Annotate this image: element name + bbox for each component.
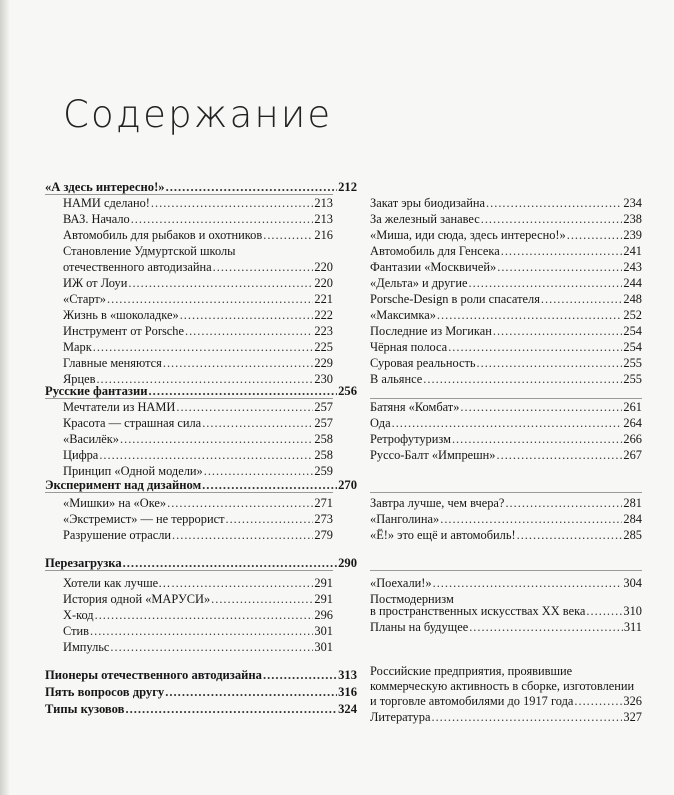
toc-label: «Старт» xyxy=(63,292,107,306)
toc-page: 261 xyxy=(623,400,642,414)
toc-page: 304 xyxy=(623,576,642,590)
toc-item[interactable] xyxy=(63,323,333,339)
toc-label: Ярцев xyxy=(63,372,96,386)
toc-label: История одной «МАРУСИ» xyxy=(63,592,211,606)
toc-page: 258 xyxy=(314,432,333,446)
toc-item[interactable] xyxy=(63,355,333,371)
toc-label: в пространственных искусствах XX века xyxy=(370,604,586,618)
toc-page: 241 xyxy=(623,244,642,258)
toc-page: 296 xyxy=(314,608,333,622)
toc-page: 213 xyxy=(314,212,333,226)
toc-page: 290 xyxy=(338,556,357,570)
toc-page: 259 xyxy=(314,464,333,478)
dot-leader xyxy=(95,607,314,623)
dot-leader xyxy=(151,195,314,211)
toc-label: Русские фантазии xyxy=(45,384,148,398)
toc-section-6[interactable] xyxy=(45,684,357,700)
toc-page: 316 xyxy=(338,685,357,699)
dot-leader xyxy=(440,511,622,527)
toc-label: Чёрная полоса xyxy=(370,340,448,354)
toc-item[interactable] xyxy=(370,415,642,431)
dot-leader xyxy=(392,415,623,431)
toc-section-5[interactable] xyxy=(45,667,357,683)
toc-item[interactable] xyxy=(370,511,642,527)
toc-label: «Поехали!» xyxy=(370,576,432,590)
toc-page: 285 xyxy=(623,528,642,542)
toc-item[interactable] xyxy=(63,607,333,623)
toc-item-literature[interactable] xyxy=(370,709,642,725)
toc-page: 252 xyxy=(623,308,642,322)
toc-label: Цифра xyxy=(63,448,99,462)
dot-leader xyxy=(202,415,313,431)
dot-leader xyxy=(225,511,313,527)
toc-page: 248 xyxy=(623,292,642,306)
toc-page: 311 xyxy=(623,620,642,634)
toc-item[interactable] xyxy=(370,291,642,307)
dot-leader xyxy=(481,211,623,227)
toc-label: Ода xyxy=(370,416,391,430)
dot-leader xyxy=(149,383,338,399)
dot-leader xyxy=(486,195,622,211)
toc-label: отечественного автодизайна xyxy=(63,260,212,274)
toc-section-1[interactable] xyxy=(45,179,357,195)
toc-label: Руссо-Балт «Импрешн» xyxy=(370,448,496,462)
dot-leader xyxy=(125,701,337,717)
toc-label: Стив xyxy=(63,624,89,638)
toc-page: 212 xyxy=(338,180,357,194)
toc-section-7[interactable] xyxy=(45,701,357,717)
toc-page: 222 xyxy=(314,308,333,322)
dot-leader xyxy=(99,447,313,463)
toc-label: Автомобиль для рыбаков и охотников xyxy=(63,228,263,242)
toc-label: Мечтатели из НАМИ xyxy=(63,400,176,414)
toc-page: 223 xyxy=(314,324,333,338)
toc-page: 213 xyxy=(314,196,333,210)
toc-item[interactable] xyxy=(370,603,642,619)
toc-label: Porsche-Design в роли спасателя xyxy=(370,292,540,306)
toc-item[interactable] xyxy=(370,447,642,463)
dot-leader xyxy=(110,639,313,655)
toc-section-4[interactable] xyxy=(45,555,357,571)
toc-item[interactable] xyxy=(370,259,642,275)
toc-label: Последние из Могикан xyxy=(370,324,492,338)
dot-leader xyxy=(172,527,313,543)
section-rule xyxy=(370,492,642,493)
dot-leader xyxy=(180,307,314,323)
toc-label: Жизнь в «шоколадке» xyxy=(63,308,179,322)
toc-page: 281 xyxy=(623,496,642,510)
toc-label: Пионеры отечественного автодизайна xyxy=(45,668,262,682)
toc-page: 271 xyxy=(314,496,333,510)
dot-leader xyxy=(163,355,314,371)
toc-page: 257 xyxy=(314,400,333,414)
toc-page: 221 xyxy=(314,292,333,306)
toc-item[interactable] xyxy=(63,591,333,607)
toc-label: «А здесь интересно!» xyxy=(45,180,165,194)
toc-label: Батяня «Комбат» xyxy=(370,400,460,414)
toc-item[interactable] xyxy=(370,431,642,447)
dot-leader xyxy=(574,693,622,709)
toc-page: 264 xyxy=(623,416,642,430)
toc-item[interactable] xyxy=(370,527,642,543)
dot-leader xyxy=(437,307,622,323)
toc-page: 266 xyxy=(623,432,642,446)
toc-item[interactable] xyxy=(370,399,642,415)
dot-leader xyxy=(165,684,337,700)
toc-label: ВАЗ. Начало xyxy=(63,212,130,226)
dot-leader xyxy=(433,575,623,591)
toc-label: Суровая реальность xyxy=(370,356,476,370)
page-shadow xyxy=(0,0,10,795)
toc-item[interactable] xyxy=(63,623,333,639)
toc-item[interactable] xyxy=(63,307,333,323)
toc-label: Марк xyxy=(63,340,92,354)
toc-item[interactable] xyxy=(370,195,642,211)
dot-leader xyxy=(128,275,313,291)
toc-section-2[interactable] xyxy=(45,383,357,399)
toc-page: 238 xyxy=(623,212,642,226)
dot-leader xyxy=(172,575,314,591)
dot-leader xyxy=(469,619,623,635)
toc-label: «Ё!» это ещё и автомобиль! xyxy=(370,528,516,542)
toc-page: 256 xyxy=(338,384,357,398)
toc-page: 229 xyxy=(314,356,333,370)
toc-label: Планы на будущее xyxy=(370,620,469,634)
toc-item[interactable] xyxy=(370,619,642,635)
toc-label: «Мишки» на «Оке» xyxy=(63,496,167,510)
dot-leader xyxy=(263,227,313,243)
toc-page: 291 xyxy=(314,576,333,590)
toc-page: 243 xyxy=(623,260,642,274)
dot-leader xyxy=(107,291,313,307)
toc-page: 273 xyxy=(314,512,333,526)
toc-page: 239 xyxy=(623,228,642,242)
page-title: Содержание xyxy=(63,93,333,136)
toc-item[interactable] xyxy=(63,511,333,527)
toc-label: Хотели как лучше… xyxy=(63,576,171,590)
toc-page: 255 xyxy=(623,356,642,370)
toc-section-3[interactable] xyxy=(45,477,357,493)
dot-leader xyxy=(213,259,314,275)
toc-label: Главные меняются xyxy=(63,356,162,370)
toc-item[interactable] xyxy=(370,243,642,259)
toc-item[interactable] xyxy=(63,195,333,211)
toc-page: 279 xyxy=(314,528,333,542)
toc-page: 255 xyxy=(623,372,642,386)
toc-label: Х-код xyxy=(63,608,94,622)
toc-item[interactable] xyxy=(370,339,642,355)
toc-page: 216 xyxy=(314,228,333,242)
toc-item[interactable] xyxy=(63,639,333,655)
toc-label: Завтра лучше, чем вчера? xyxy=(370,496,505,510)
toc-page: 254 xyxy=(623,324,642,338)
toc-page: 220 xyxy=(314,260,333,274)
toc-page: 257 xyxy=(314,416,333,430)
toc-label: «Максимка» xyxy=(370,308,436,322)
toc-label: В альянсе xyxy=(370,372,423,386)
toc-label: Эксперимент над дизайном xyxy=(45,478,202,492)
dot-leader xyxy=(176,399,313,415)
toc-item[interactable] xyxy=(63,495,333,511)
toc-item[interactable] xyxy=(63,399,333,415)
dot-leader xyxy=(431,709,622,725)
toc-item[interactable] xyxy=(370,371,642,387)
dot-leader xyxy=(448,339,622,355)
dot-leader xyxy=(202,477,337,493)
dot-leader xyxy=(567,227,623,243)
toc-page: 313 xyxy=(338,668,357,682)
toc-label: «Экстремист» — не террорист xyxy=(63,512,225,526)
toc-page: 254 xyxy=(623,340,642,354)
toc-item-appendix[interactable] xyxy=(370,693,642,709)
toc-item[interactable] xyxy=(370,355,642,371)
dot-leader xyxy=(497,447,623,463)
toc-label: Инструмент от Porsche xyxy=(63,324,184,338)
dot-leader xyxy=(423,371,622,387)
toc-label: «Панголина» xyxy=(370,512,440,526)
toc-page: 327 xyxy=(623,710,642,724)
toc-label: Перезагрузка xyxy=(45,556,122,570)
dot-leader xyxy=(497,259,622,275)
section-rule xyxy=(45,492,333,493)
toc-item-label-line1: Становление Удмуртской школы xyxy=(63,244,236,258)
toc-item[interactable] xyxy=(63,259,333,275)
toc-item[interactable] xyxy=(370,575,642,591)
dot-leader xyxy=(120,431,313,447)
toc-page: 284 xyxy=(623,512,642,526)
toc-item[interactable] xyxy=(370,323,642,339)
dot-leader xyxy=(90,623,313,639)
toc-item[interactable] xyxy=(63,275,333,291)
dot-leader xyxy=(166,179,338,195)
dot-leader xyxy=(211,591,313,607)
dot-leader xyxy=(586,603,622,619)
toc-label: «Дельта» и другие xyxy=(370,276,468,290)
toc-label: «Миша, иди сюда, здесь интересно!» xyxy=(370,228,566,242)
dot-leader xyxy=(493,323,623,339)
dot-leader xyxy=(452,431,622,447)
toc-item[interactable] xyxy=(370,495,642,511)
toc-item[interactable] xyxy=(63,227,333,243)
dot-leader xyxy=(93,339,314,355)
toc-page: 225 xyxy=(314,340,333,354)
toc-page: 326 xyxy=(623,694,642,708)
toc-label: Принцип «Одной модели» xyxy=(63,464,203,478)
toc-page: 301 xyxy=(314,640,333,654)
toc-label: Закат эры биодизайна xyxy=(370,196,486,210)
dot-leader xyxy=(185,323,313,339)
toc-item[interactable] xyxy=(63,447,333,463)
toc-item[interactable] xyxy=(63,291,333,307)
dot-leader xyxy=(167,495,313,511)
toc-label: Типы кузовов xyxy=(45,702,125,716)
toc-label: Литература xyxy=(370,710,431,724)
toc-item[interactable] xyxy=(63,431,333,447)
toc-label: «Василёк» xyxy=(63,432,119,446)
toc-label: Импульс xyxy=(63,640,110,654)
dot-leader xyxy=(460,399,622,415)
toc-label: Разрушение отрасли xyxy=(63,528,172,542)
toc-page: 270 xyxy=(338,478,357,492)
toc-item[interactable] xyxy=(370,275,642,291)
toc-label: Ретрофутуризм xyxy=(370,432,451,446)
dot-leader xyxy=(505,495,622,511)
toc-item[interactable] xyxy=(63,527,333,543)
toc-label: Пять вопросов другу xyxy=(45,685,165,699)
dot-leader xyxy=(131,211,314,227)
dot-leader xyxy=(477,355,623,371)
toc-item[interactable] xyxy=(370,211,642,227)
toc-item[interactable] xyxy=(370,307,642,323)
toc-item[interactable] xyxy=(63,415,333,431)
toc-label: Фантазии «Москвичей» xyxy=(370,260,497,274)
toc-page: 267 xyxy=(623,448,642,462)
toc-page: 220 xyxy=(314,276,333,290)
dot-leader xyxy=(541,291,623,307)
toc-page: 230 xyxy=(314,372,333,386)
section-rule xyxy=(45,570,333,571)
toc-page: 310 xyxy=(623,604,642,618)
toc-page: 258 xyxy=(314,448,333,462)
toc-page: 244 xyxy=(623,276,642,290)
dot-leader xyxy=(501,243,623,259)
toc-item-label-line1: Постмодернизм xyxy=(370,592,454,606)
toc-item[interactable] xyxy=(63,211,333,227)
dot-leader xyxy=(123,555,337,571)
toc-label: Красота — страшная сила xyxy=(63,416,202,430)
toc-item[interactable] xyxy=(370,227,642,243)
toc-item[interactable] xyxy=(63,575,333,591)
toc-label: За железный занавес xyxy=(370,212,480,226)
appendix-line-2: коммерческую активность в сборке, изготовлении xyxy=(370,679,635,693)
toc-page: 291 xyxy=(314,592,333,606)
dot-leader xyxy=(263,667,337,683)
toc-page: 324 xyxy=(338,702,357,716)
dot-leader xyxy=(469,275,623,291)
toc-page: 234 xyxy=(623,196,642,210)
appendix-line-1: Российские предприятия, проявившие xyxy=(370,664,573,678)
toc-label: и торговле автомобилями до 1917 года xyxy=(370,694,574,708)
dot-leader xyxy=(517,527,623,543)
toc-label: Автомобиль для Генсека xyxy=(370,244,500,258)
toc-label: ИЖ от Лоуи xyxy=(63,276,128,290)
toc-label: НАМИ сделано! xyxy=(63,196,150,210)
toc-item[interactable] xyxy=(63,339,333,355)
toc-page: 301 xyxy=(314,624,333,638)
section-rule xyxy=(370,570,642,571)
